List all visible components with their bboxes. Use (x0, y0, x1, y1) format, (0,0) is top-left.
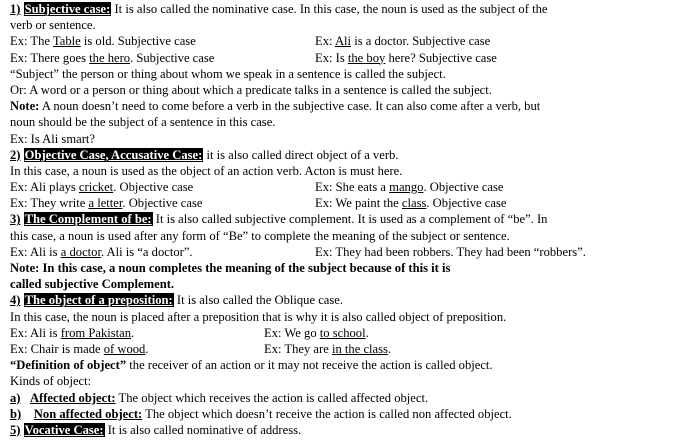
definition-line: “Subject” the person or thing about whom we speak in a sentence is called the subject. (10, 66, 446, 81)
example-left: Ex: There goes the hero. Subjective case (10, 50, 215, 65)
section-1-heading-line (10, 1, 698, 17)
section-5-title: Vocative Case: (24, 422, 104, 437)
example-right: Ex: She eats a mango. Objective case (315, 180, 504, 195)
example-row (10, 179, 698, 195)
definition-line: Or: A word or a person or thing about which a predicate talks in a sentence is called the subject. (10, 82, 492, 97)
section-3-title: The Complement of be: (24, 212, 152, 227)
example-left: Ex: Ali is from Pakistan. (10, 325, 135, 340)
document-body (10, 1, 698, 438)
section-number: 2) (10, 147, 21, 162)
example-right: Ex: They had been robbers. They had been “robbers”. (315, 244, 586, 259)
example-left: Ex: Chair is made of wood. (10, 341, 149, 356)
example-left: Ex: Ali plays cricket. Objective case (10, 180, 194, 195)
example-right: Ex: We paint the class. Objective case (315, 196, 507, 211)
note-line: called subjective Complement. (10, 277, 175, 292)
section-2-title: Objective Case, Accusative Case: (24, 147, 203, 162)
list-item-a: a) Affected object: The object which receives the action is called affected object. (10, 390, 429, 405)
paragraph-line: In this case, the noun is placed after a preposition that is why it is also called object of preposition. (10, 309, 507, 324)
section-number: 5) (10, 422, 21, 437)
list-item-b: b) Non affected object: The object which doesn’t receive the action is called non affected object. (10, 406, 512, 421)
kinds-line: Kinds of object: (10, 374, 92, 389)
example-right: Ex: Is the boy here? Subjective case (315, 50, 497, 65)
section-number: 1) (10, 2, 21, 16)
example-row (10, 50, 698, 66)
example-right: Ex: Ali is a doctor. Subjective case (315, 34, 491, 49)
example-right: Ex: They are in the class. (264, 341, 392, 356)
example-row (10, 244, 698, 260)
example-row (10, 341, 698, 357)
example-right: Ex: We go to school. (264, 325, 369, 340)
section-2-heading-line: 2) Objective Case, Accusative Case: it is also called direct object of a verb. (10, 147, 399, 162)
example-left: Ex: They write a letter. Objective case (10, 196, 203, 211)
definition-line: “Definition of object” the receiver of an action or it may not receive the action is called object. (10, 358, 493, 373)
example-row (10, 325, 698, 341)
example-line: Ex: Is Ali smart? (10, 131, 95, 146)
example-row (10, 195, 698, 211)
note-line: noun should be the subject of a sentence in this case. (10, 115, 276, 130)
section-number: 4) (10, 293, 21, 308)
example-left: Ex: Ali is a doctor. Ali is “a doctor”. (10, 244, 193, 259)
note-line: Note: In this case, a noun completes the meaning of the subject because of this it is (10, 261, 451, 275)
note-line: Note: A noun doesn’t need to come before a verb in the subjective case. It can also come after a verb, but (10, 99, 541, 114)
section-1-title: Subjective case: (24, 2, 111, 16)
section-3-heading-line: 3) The Complement of be: It is also called subjective complement. It is used as a complement of “be”. In (10, 212, 548, 227)
paragraph-text: It is also called the nominative case. In this case, the noun is used as the subject of the (111, 2, 548, 16)
paragraph-line: verb or sentence. (10, 18, 96, 33)
example-row (10, 33, 698, 49)
section-4-heading-line: 4) The object of a preposition: It is also called the Oblique case. (10, 293, 344, 308)
section-4-title: The object of a preposition: (24, 293, 173, 308)
example-left: Ex: The Table is old. Subjective case (10, 34, 196, 49)
section-number: 3) (10, 212, 21, 227)
paragraph-line: this case, a noun is used after any form of “Be” to complete the meaning of the subject or sentence. (10, 228, 510, 243)
paragraph-line: In this case, a noun is used as the object of an action verb. Acton is must here. (10, 163, 403, 178)
section-5-heading-line: 5) Vocative Case: It is also called nominative of address. (10, 422, 302, 437)
